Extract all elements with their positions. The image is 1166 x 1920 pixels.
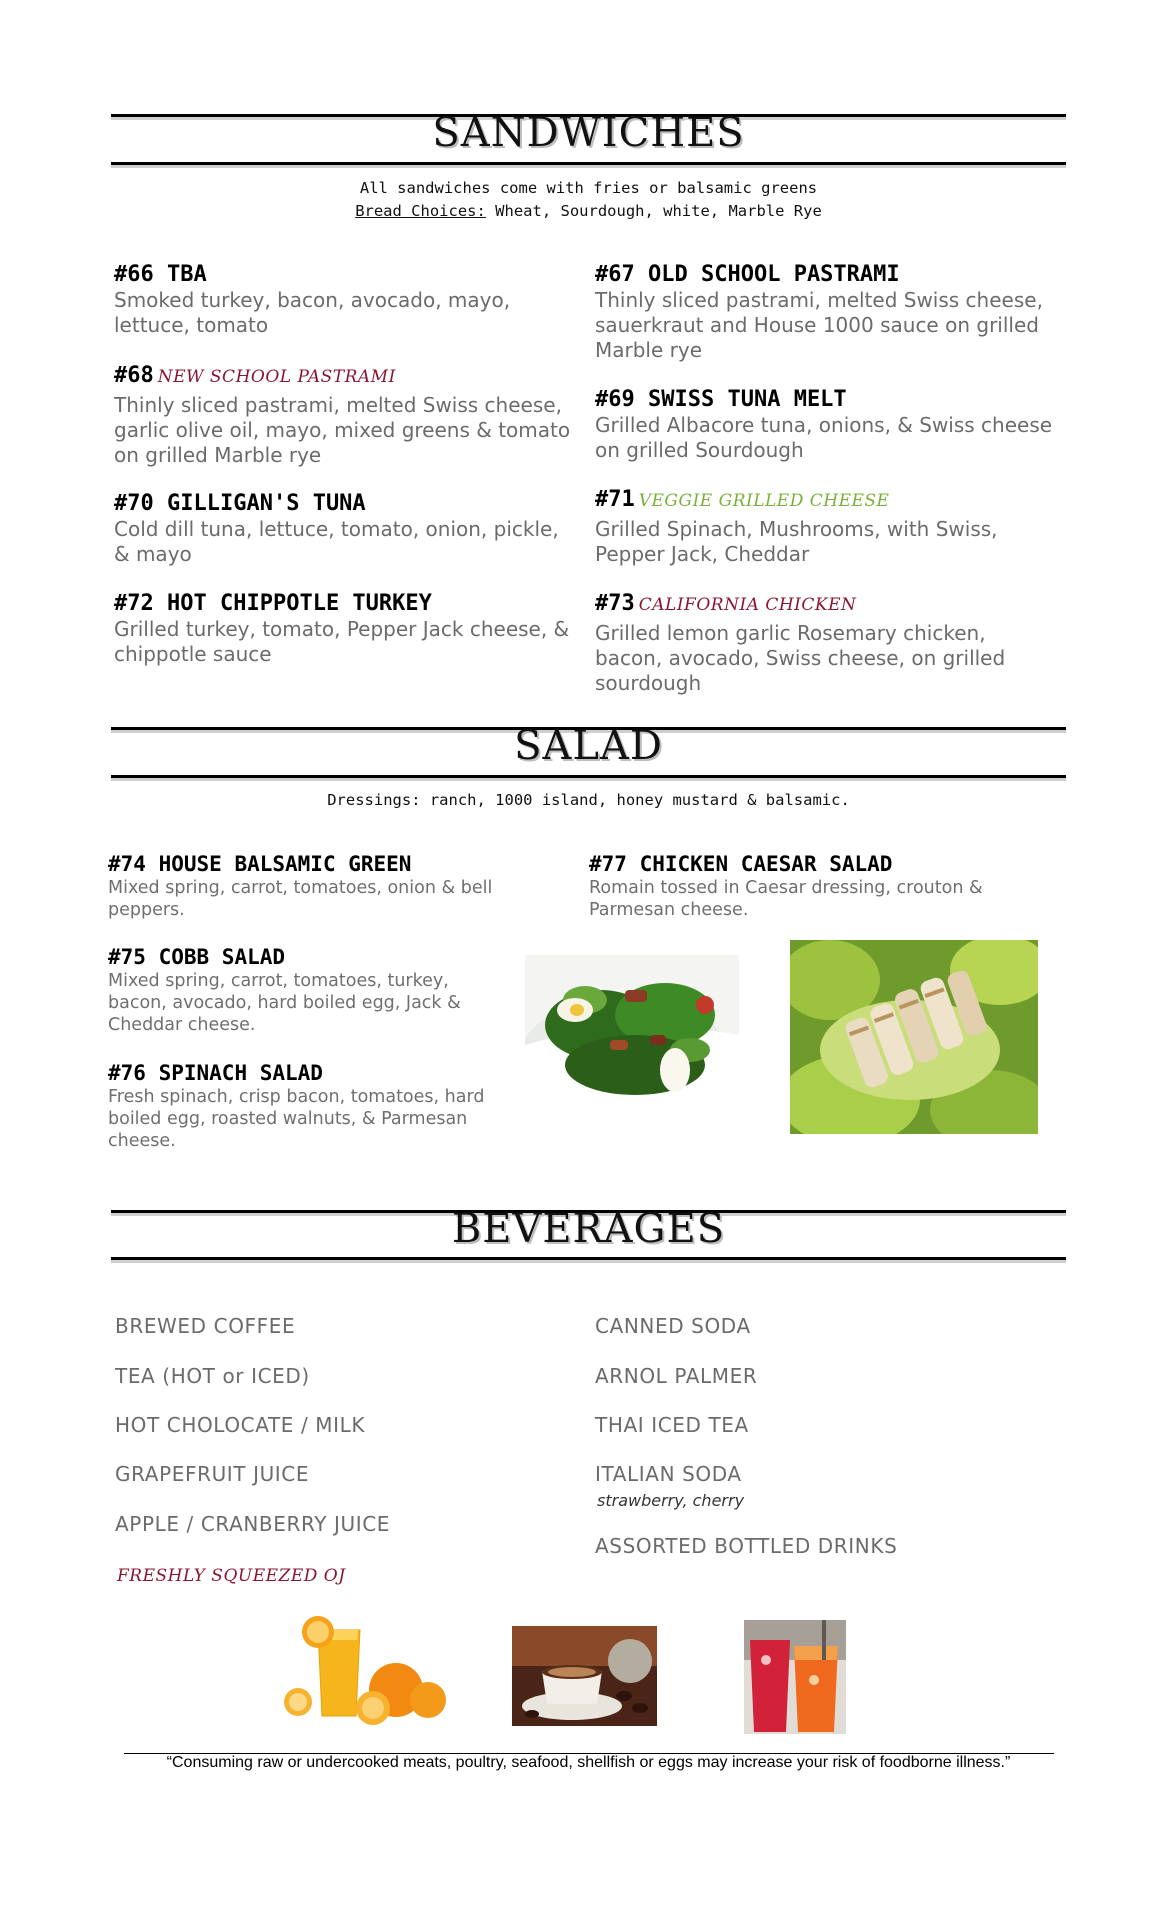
item-name: VEGGIE GRILLED CHEESE [638,491,890,511]
beverage-assorted-bottled: ASSORTED BOTTLED DRINKS [595,1534,898,1558]
item-name: SWISS TUNA MELT [648,387,847,412]
salad-dressings-note: Dressings: ranch, 1000 island, honey mustard & balsamic. [327,791,850,809]
item-description: Grilled Albacore tuna, onions, & Swiss cheese on grilled Sourdough [595,413,1053,462]
item-description: Thinly sliced pastrami, melted Swiss cheese, garlic olive oil, mayo, mixed greens & tomato on grilled Marble rye [114,393,571,467]
item-name: TBA [167,262,207,287]
item-description: Grilled turkey, tomato, Pepper Jack cheese, & chippotle sauce [114,617,570,666]
item-name: CALIFORNIA CHICKEN [638,595,857,615]
menu-item-70 [114,491,574,567]
bread-choices-values: Wheat, Sourdough, white, Marble Rye [485,202,822,220]
chicken-caesar-photo [790,940,1038,1134]
menu-item-73 [595,591,1055,696]
item-name: HOUSE BALSAMIC GREEN [158,852,412,876]
bread-choices-label: Bread Choices: [355,202,486,220]
item-description: Thinly sliced pastrami, melted Swiss cheese, sauerkraut and House 1000 sauce on grilled Marble rye [595,288,1043,362]
sandwiches-title: SANDWICHES [432,110,745,156]
beverage-brewed-coffee: BREWED COFFEE [115,1314,296,1338]
menu-item-76 [108,1060,503,1152]
beverage-hot-chocolate: HOT CHOLOCATE / MILK [115,1413,366,1437]
menu-item-75 [108,944,503,1036]
sandwiches-note [111,177,1066,223]
item-name: CHICKEN CAESAR SALAD [639,852,893,876]
item-description: Grilled Spinach, Mushrooms, with Swiss, Pepper Jack, Cheddar [595,517,998,566]
beverage-arnold-palmer: ARNOL PALMER [595,1364,758,1388]
item-description: Romain tossed in Caesar dressing, crouton & Parmesan cheese. [589,878,983,920]
item-number: #70 [114,491,154,516]
item-name: NEW SCHOOL PASTRAMI [157,367,396,387]
beverage-italian-soda: ITALIAN SODA [595,1462,742,1486]
beverage-tea: TEA (HOT or ICED) [115,1364,310,1388]
food-safety-disclaimer: “Consuming raw or undercooked meats, poultry, seafood, shellfish or eggs may increase your risk of foodborne illness.” [166,1754,1011,1771]
item-description: Mixed spring, carrot, tomatoes, onion & bell peppers. [108,878,493,920]
bread-choices [111,200,1066,223]
menu-item-68 [114,363,584,468]
beverages-title: BEVERAGES [451,1206,726,1252]
item-description: Grilled lemon garlic Rosemary chicken, bacon, avocado, Swiss cheese, on grilled sourdough [595,621,1006,695]
item-number: #77 [589,852,627,876]
item-number: #71 [595,487,635,512]
coffee-photo [512,1626,657,1726]
item-description: Smoked turkey, bacon, avocado, mayo, lettuce, tomato [114,288,511,337]
item-number: #67 [595,262,635,287]
menu-item-72 [114,591,584,667]
item-name: COBB SALAD [158,945,286,969]
beverage-apple-cranberry-juice: APPLE / CRANBERRY JUICE [115,1512,391,1536]
item-description: Mixed spring, carrot, tomatoes, turkey, bacon, avocado, hard boiled egg, Jack & Cheddar cheese. [108,971,461,1035]
italian-soda-flavors: strawberry, cherry [597,1491,745,1510]
item-number: #69 [595,387,635,412]
item-number: #72 [114,591,154,616]
menu-item-77 [589,851,1059,921]
beverage-fresh-oj: FRESHLY SQUEEZED OJ [117,1566,346,1586]
item-number: #74 [108,852,146,876]
item-description: Cold dill tuna, lettuce, tomato, onion, pickle, & mayo [114,517,559,566]
item-number: #68 [114,363,154,388]
cobb-salad-photo [525,955,739,1131]
beverage-canned-soda: CANNED SODA [595,1314,751,1338]
salad-title: SALAD [514,723,663,769]
item-number: #73 [595,591,635,616]
item-number: #75 [108,945,146,969]
item-name: HOT CHIPPOTLE TURKEY [167,591,432,616]
menu-item-67 [595,262,1065,363]
salad-bottom-rule [111,775,1066,778]
beverage-grapefruit-juice: GRAPEFRUIT JUICE [115,1462,310,1486]
item-description: Fresh spinach, crisp bacon, tomatoes, hard boiled egg, roasted walnuts, & Parmesan cheese. [108,1087,485,1151]
item-name: OLD SCHOOL PASTRAMI [648,262,900,287]
sandwiches-bottom-rule [111,162,1066,165]
beverage-thai-iced-tea: THAI ICED TEA [595,1413,749,1437]
item-number: #76 [108,1061,146,1085]
item-number: #66 [114,262,154,287]
item-name: GILLIGAN'S TUNA [167,491,366,516]
sandwiches-side-note: All sandwiches come with fries or balsamic greens [359,179,818,197]
menu-item-69 [595,387,1055,463]
item-name: SPINACH SALAD [158,1061,323,1085]
orange-juice-photo [278,1612,448,1728]
menu-item-74 [108,851,558,921]
menu-item-71 [595,487,1055,567]
beverages-bottom-rule [111,1257,1066,1260]
iced-drinks-photo [744,1620,846,1734]
menu-item-66 [114,262,574,338]
